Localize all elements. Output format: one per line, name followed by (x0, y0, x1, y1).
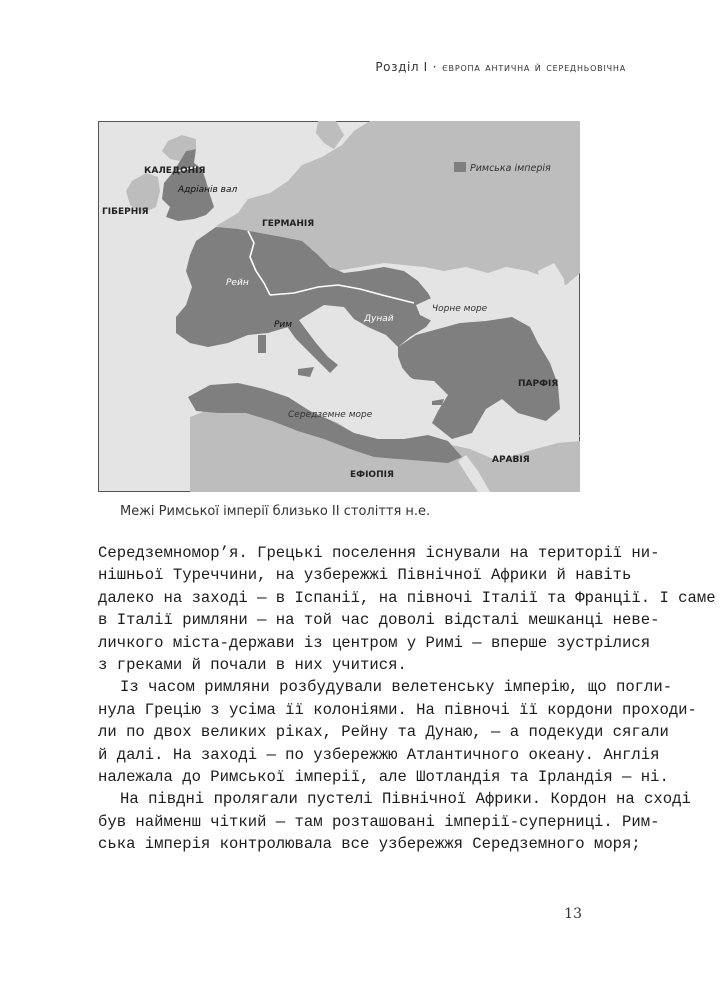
text-line: в Італії римляни — на той час доволі відсталі мешканці неве- (98, 611, 660, 630)
legend-label: Римська імперія (470, 163, 551, 174)
text-line: нула Грецію з усіма її колоніями. На півночі її кордони проходи- (98, 700, 697, 719)
label-rhine: Рейн (226, 278, 249, 288)
label-rome: Рим (274, 320, 293, 330)
text-line: належала до Римської імперії, але Шотландія та Ірландія — ні. (98, 767, 669, 786)
label-caledonia: КАЛЕДОНІЯ (144, 166, 206, 176)
label-danube: Дунай (364, 314, 394, 324)
text-line: Із часом римляни розбудували велетенську імперію, що погли- (120, 678, 673, 697)
roman-empire-map (98, 121, 580, 492)
text-line: ли по двох великих ріках, Рейну та Дунаю, — а подекуди сягали (98, 723, 669, 742)
label-black-sea: Чорне море (432, 304, 488, 314)
label-parthia: ПАРФІЯ (518, 379, 559, 389)
running-head (375, 60, 626, 74)
legend-swatch (454, 162, 466, 172)
label-hadrians-wall: Адріанів вал (178, 185, 238, 195)
text-line: з греками й почали в них учитися. (98, 655, 407, 674)
label-ethiopia: ЕФІОПІЯ (350, 470, 394, 480)
text-line: ська імперія контролювала все узбережжя Середземного моря; (98, 835, 641, 854)
chapter-label: Розділ I (375, 60, 428, 74)
island-sardinia (258, 335, 266, 353)
text-line: На півдні пролягали пустелі Північної Африки. Кордон на сході (120, 790, 691, 809)
text-line: Середземномор’я. Грецькі поселення існували на території ни- (98, 544, 660, 562)
label-mediterranean: Середземне море (288, 410, 373, 420)
text-line: нішньої Туреччини, на узбережжі Північної Африки й навіть (98, 566, 632, 585)
label-arabia: АРАВІЯ (492, 455, 530, 465)
body-text (98, 542, 716, 855)
map-caption: Межі Римської імперії близько ІІ століття н.е. (120, 504, 431, 519)
label-germania: ГЕРМАНІЯ (262, 219, 315, 229)
text-line: далеко на заході — в Іспанії, на півночі Італії та Франції. І саме (98, 588, 716, 607)
label-hibernia: ГІБЕРНІЯ (102, 207, 149, 217)
text-line: був найменш чіткий — там розташовані імперії-суперниці. Рим- (98, 812, 660, 831)
section-title: європа антична й середньовічна (442, 60, 626, 74)
page-number: 13 (564, 906, 582, 922)
text-line: й далі. На заході — по узбережжю Атлантичного океану. Англія (98, 745, 660, 764)
separator-dot: · (432, 60, 438, 74)
text-line: личкого міста-держави із центром у Римі — вперше зустрілися (98, 633, 651, 652)
